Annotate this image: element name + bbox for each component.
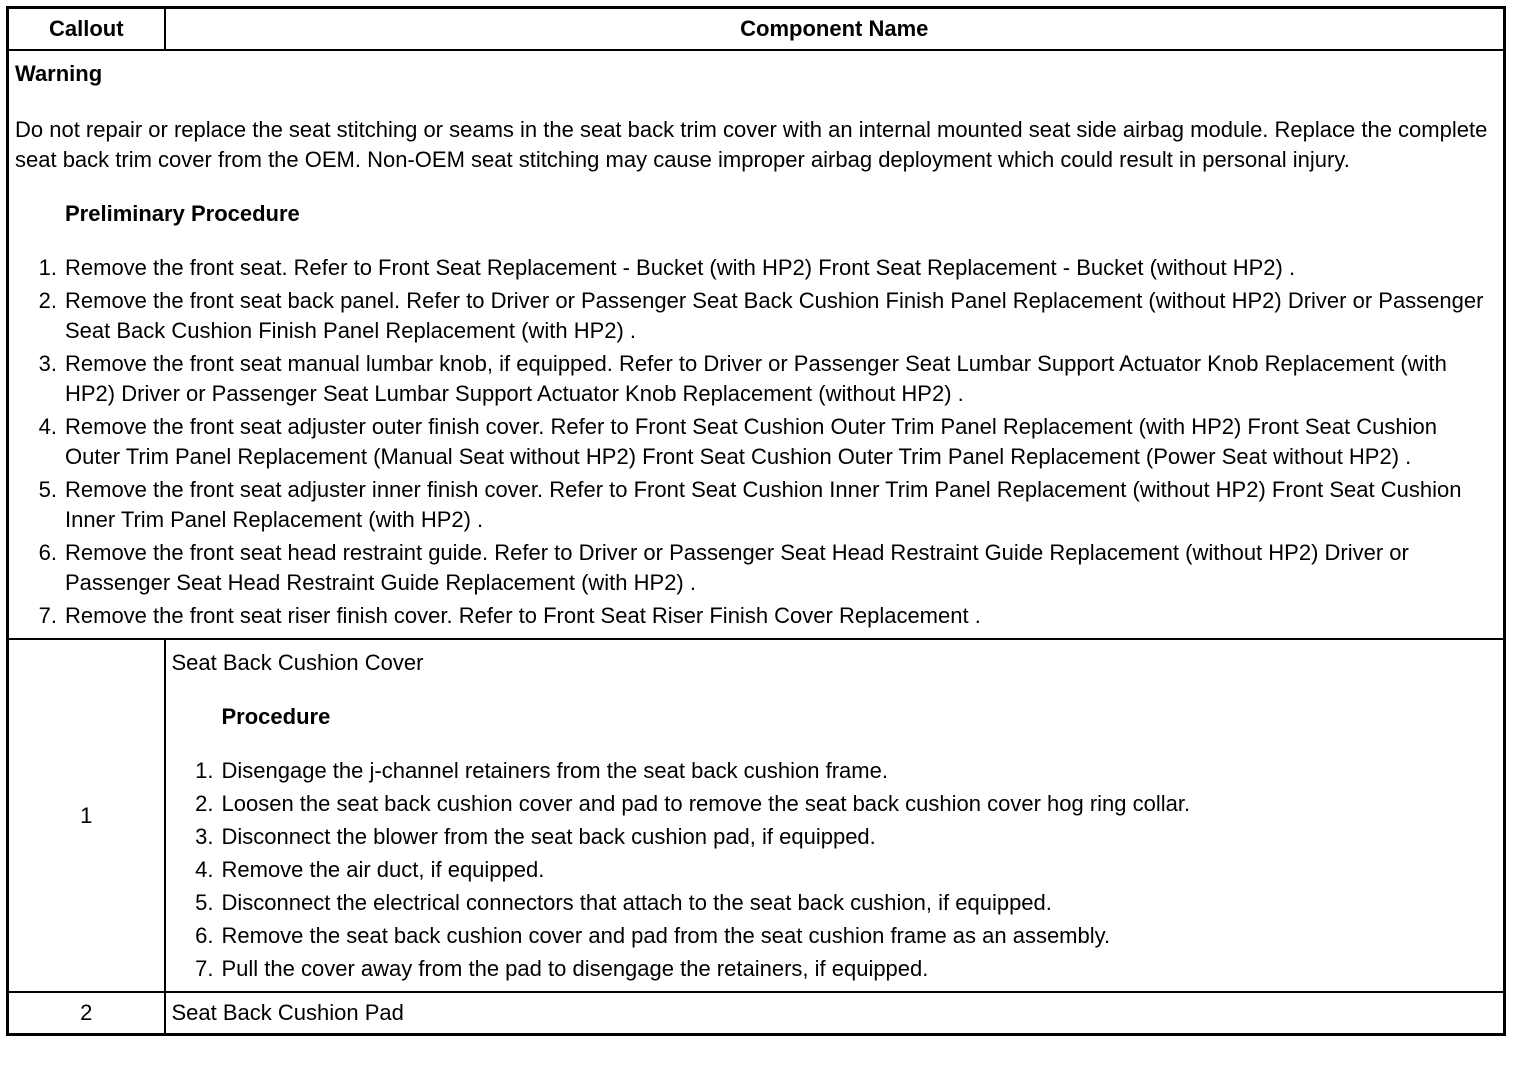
step-text: Remove the seat back cushion cover and pad from the seat cushion frame as an assembly. <box>221 923 1111 948</box>
preliminary-steps-list <box>15 253 1497 631</box>
component-name: Seat Back Cushion Pad <box>171 1000 404 1025</box>
step-number: 4. <box>38 414 57 439</box>
step-text: Remove the air duct, if equipped. <box>221 857 545 882</box>
warning-row <box>8 50 1505 639</box>
table-row <box>8 639 1505 992</box>
step-text: Remove the front seat riser finish cover. Refer to Front Seat Riser Finish Cover Replacement . <box>65 603 981 628</box>
warning-text: Do not repair or replace the seat stitching or seams in the seat back trim cover with an internal mounted seat side airbag module. Replace the complete seat back trim cover from the OEM. Non-OEM seat stitching may cause improper airbag deployment which could result in personal injury. <box>15 117 1488 172</box>
step-number: 2. <box>38 288 57 313</box>
step-number: 6. <box>195 923 214 948</box>
procedure-steps-list <box>172 756 1498 984</box>
warning-title: Warning <box>15 61 103 86</box>
list-item <box>15 349 1497 409</box>
component-cell <box>165 992 1505 1035</box>
list-item <box>172 888 1498 918</box>
procedure-heading: Procedure <box>221 704 331 729</box>
list-item <box>15 601 1497 631</box>
step-number: 6. <box>38 540 57 565</box>
step-text: Disconnect the electrical connectors that attach to the seat back cushion, if equipped. <box>221 890 1052 915</box>
list-item <box>172 756 1498 786</box>
callout-number: 2 <box>8 992 165 1035</box>
list-item <box>172 855 1498 885</box>
step-number: 3. <box>38 351 57 376</box>
list-item <box>15 286 1497 346</box>
component-name-header: Component Name <box>165 8 1505 51</box>
list-item <box>172 921 1498 951</box>
table-row <box>8 992 1505 1035</box>
warning-cell <box>8 50 1505 639</box>
step-number: 3. <box>195 824 214 849</box>
step-text: Remove the front seat. Refer to Front Seat Replacement - Bucket (with HP2) Front Seat Replacement - Bucket (without HP2) . <box>65 255 1296 280</box>
step-text: Remove the front seat manual lumbar knob, if equipped. Refer to Driver or Passenger Seat Lumbar Support Actuator Knob Replacement (with HP2) Driver or Passenger Seat Lumbar Support Actuator Knob Replacement (without HP2) . <box>65 351 1447 406</box>
preliminary-procedure-heading: Preliminary Procedure <box>65 201 300 226</box>
table-header-row <box>8 8 1505 51</box>
step-text: Pull the cover away from the pad to disengage the retainers, if equipped. <box>221 956 929 981</box>
list-item <box>15 538 1497 598</box>
list-item <box>172 789 1498 819</box>
step-number: 1. <box>38 255 57 280</box>
step-text: Disconnect the blower from the seat back cushion pad, if equipped. <box>221 824 876 849</box>
step-number: 1. <box>195 758 214 783</box>
list-item <box>15 412 1497 472</box>
step-text: Remove the front seat back panel. Refer to Driver or Passenger Seat Back Cushion Finish Panel Replacement (without HP2) Driver or Passenger Seat Back Cushion Finish Panel Replacement (with HP2) . <box>65 288 1484 343</box>
list-item <box>172 954 1498 984</box>
step-number: 7. <box>38 603 57 628</box>
step-number: 2. <box>195 791 214 816</box>
callout-header: Callout <box>8 8 165 51</box>
component-name: Seat Back Cushion Cover <box>171 650 424 675</box>
step-number: 5. <box>38 477 57 502</box>
step-text: Loosen the seat back cushion cover and pad to remove the seat back cushion cover hog ring collar. <box>221 791 1191 816</box>
list-item <box>15 253 1497 283</box>
step-number: 5. <box>195 890 214 915</box>
step-text: Remove the front seat adjuster inner finish cover. Refer to Front Seat Cushion Inner Trim Panel Replacement (without HP2) Front Seat Cushion Inner Trim Panel Replacement (with HP2) . <box>65 477 1462 532</box>
step-number: 7. <box>195 956 214 981</box>
step-text: Disengage the j-channel retainers from the seat back cushion frame. <box>221 758 888 783</box>
callout-number: 1 <box>8 639 165 992</box>
list-item <box>172 822 1498 852</box>
step-number: 4. <box>195 857 214 882</box>
step-text: Remove the front seat adjuster outer finish cover. Refer to Front Seat Cushion Outer Trim Panel Replacement (with HP2) Front Seat Cushion Outer Trim Panel Replacement (Manual Seat without HP2) Front Seat Cushion Outer Trim Panel Replacement (Power Seat without HP2) . <box>65 414 1437 469</box>
list-item <box>15 475 1497 535</box>
procedure-table <box>6 6 1506 1036</box>
component-cell <box>165 639 1505 992</box>
step-text: Remove the front seat head restraint guide. Refer to Driver or Passenger Seat Head Restraint Guide Replacement (without HP2) Driver or Passenger Seat Head Restraint Guide Replacement (with HP2) . <box>65 540 1409 595</box>
